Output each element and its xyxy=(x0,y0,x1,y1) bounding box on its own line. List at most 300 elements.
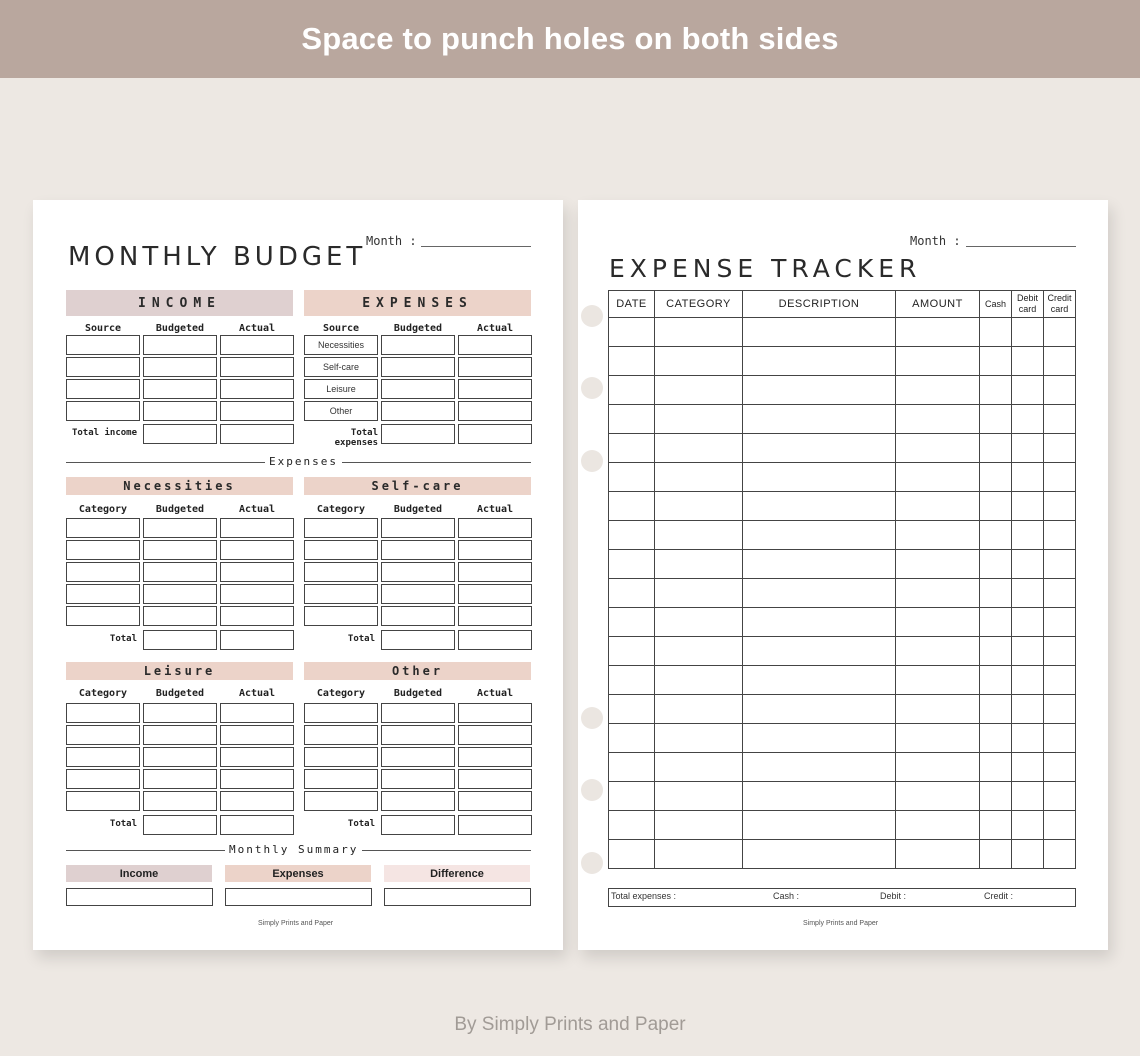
leisure-total-budgeted[interactable] xyxy=(143,815,217,835)
table-cell[interactable] xyxy=(1012,695,1044,724)
table-cell[interactable] xyxy=(1044,492,1076,521)
income-header: INCOME xyxy=(66,290,293,316)
necessities-cell[interactable] xyxy=(220,606,294,626)
leisure-cell[interactable] xyxy=(66,747,140,767)
table-cell[interactable] xyxy=(743,811,896,840)
table-cell[interactable] xyxy=(609,521,655,550)
punch-hole xyxy=(581,377,603,399)
table-cell[interactable] xyxy=(896,811,980,840)
summary-difference-box[interactable] xyxy=(384,888,531,906)
table-cell[interactable] xyxy=(655,405,743,434)
table-cell[interactable] xyxy=(896,840,980,869)
table-cell[interactable] xyxy=(980,637,1012,666)
self-care-cell[interactable] xyxy=(304,518,378,538)
table-cell[interactable] xyxy=(1012,608,1044,637)
summary-expenses-box[interactable] xyxy=(225,888,372,906)
table-cell[interactable] xyxy=(743,521,896,550)
table-row xyxy=(609,405,1076,434)
punch-hole xyxy=(581,450,603,472)
expense-cell[interactable] xyxy=(381,335,455,355)
expenses-divider-label: Expenses xyxy=(265,455,342,468)
table-cell[interactable] xyxy=(896,637,980,666)
table-cell[interactable] xyxy=(655,550,743,579)
table-cell[interactable] xyxy=(1044,376,1076,405)
table-cell[interactable] xyxy=(1044,579,1076,608)
table-cell[interactable] xyxy=(743,579,896,608)
other-cell[interactable] xyxy=(458,747,532,767)
table-cell[interactable] xyxy=(609,637,655,666)
banner xyxy=(0,0,1140,78)
income-cell[interactable] xyxy=(143,379,217,399)
table-cell[interactable] xyxy=(655,579,743,608)
table-cell[interactable] xyxy=(980,579,1012,608)
table-cell[interactable] xyxy=(1044,550,1076,579)
table-cell[interactable] xyxy=(1012,405,1044,434)
table-cell[interactable] xyxy=(743,550,896,579)
table-cell[interactable] xyxy=(655,840,743,869)
summary-income-box[interactable] xyxy=(66,888,213,906)
other-cell[interactable] xyxy=(304,725,378,745)
income-cell[interactable] xyxy=(143,401,217,421)
other-col-actual: Actual xyxy=(476,688,514,699)
table-cell[interactable] xyxy=(896,405,980,434)
table-cell[interactable] xyxy=(655,753,743,782)
income-col-source: Source xyxy=(84,323,122,334)
table-cell[interactable] xyxy=(896,434,980,463)
page-title: EXPENSE TRACKER xyxy=(609,254,922,283)
expense-table xyxy=(608,290,1076,869)
table-cell[interactable] xyxy=(1012,492,1044,521)
necessities-cell[interactable] xyxy=(143,518,217,538)
self-care-col-budgeted: Budgeted xyxy=(393,504,443,515)
income-cell[interactable] xyxy=(143,357,217,377)
other-total-label: Total xyxy=(347,819,375,829)
table-cell[interactable] xyxy=(655,434,743,463)
leisure-cell[interactable] xyxy=(143,725,217,745)
table-cell[interactable] xyxy=(1044,782,1076,811)
self-care-cell[interactable] xyxy=(381,584,455,604)
month-label: Month : xyxy=(910,234,961,248)
punch-hole xyxy=(581,707,603,729)
leisure-total-actual[interactable] xyxy=(220,815,294,835)
table-row xyxy=(609,782,1076,811)
table-cell[interactable] xyxy=(609,811,655,840)
table-cell[interactable] xyxy=(609,463,655,492)
income-cell[interactable] xyxy=(220,401,294,421)
necessities-total-budgeted[interactable] xyxy=(143,630,217,650)
table-cell[interactable] xyxy=(1044,608,1076,637)
table-cell[interactable] xyxy=(980,492,1012,521)
table-cell[interactable] xyxy=(896,463,980,492)
table-cell[interactable] xyxy=(609,695,655,724)
other-cell[interactable] xyxy=(381,747,455,767)
table-cell[interactable] xyxy=(1012,347,1044,376)
total-expenses-actual[interactable] xyxy=(458,424,532,444)
table-cell[interactable] xyxy=(980,608,1012,637)
table-cell[interactable] xyxy=(743,724,896,753)
leisure-cell[interactable] xyxy=(66,791,140,811)
necessities-cell[interactable] xyxy=(66,540,140,560)
table-row xyxy=(609,347,1076,376)
table-row xyxy=(609,695,1076,724)
self-care-cell[interactable] xyxy=(381,606,455,626)
table-row xyxy=(609,840,1076,869)
total-income-actual[interactable] xyxy=(220,424,294,444)
other-cell[interactable] xyxy=(381,725,455,745)
table-cell[interactable] xyxy=(609,753,655,782)
table-cell[interactable] xyxy=(743,347,896,376)
table-cell[interactable] xyxy=(743,318,896,347)
self-care-cell[interactable] xyxy=(458,584,532,604)
other-cell[interactable] xyxy=(458,703,532,723)
income-col-budgeted: Budgeted xyxy=(155,323,205,334)
income-cell[interactable] xyxy=(143,335,217,355)
table-cell[interactable] xyxy=(896,347,980,376)
self-care-cell[interactable] xyxy=(458,518,532,538)
table-cell[interactable] xyxy=(1012,811,1044,840)
summary-difference-header: Difference xyxy=(384,865,530,882)
table-row xyxy=(609,550,1076,579)
table-cell[interactable] xyxy=(980,782,1012,811)
other-cell[interactable] xyxy=(304,791,378,811)
table-cell[interactable] xyxy=(1012,521,1044,550)
table-cell[interactable] xyxy=(743,637,896,666)
table-cell[interactable] xyxy=(655,463,743,492)
table-cell[interactable] xyxy=(1044,724,1076,753)
self-care-col-category: Category xyxy=(316,504,366,515)
other-cell[interactable] xyxy=(458,791,532,811)
totals-row xyxy=(608,888,1076,907)
leisure-cell[interactable] xyxy=(66,725,140,745)
col-cash: Cash xyxy=(980,291,1012,318)
table-cell[interactable] xyxy=(743,840,896,869)
punch-hole xyxy=(581,779,603,801)
table-cell[interactable] xyxy=(743,376,896,405)
table-cell[interactable] xyxy=(609,666,655,695)
col-credit-card: Credit card xyxy=(1044,291,1076,318)
expense-cell[interactable] xyxy=(458,357,532,377)
expense-source-self-care: Self-care xyxy=(304,357,378,377)
table-cell[interactable] xyxy=(743,608,896,637)
table-cell[interactable] xyxy=(1012,724,1044,753)
table-cell[interactable] xyxy=(896,318,980,347)
table-cell[interactable] xyxy=(609,405,655,434)
table-cell[interactable] xyxy=(609,608,655,637)
leisure-col-category: Category xyxy=(78,688,128,699)
necessities-cell[interactable] xyxy=(143,540,217,560)
table-cell[interactable] xyxy=(655,376,743,405)
necessities-cell[interactable] xyxy=(66,518,140,538)
table-cell[interactable] xyxy=(655,666,743,695)
other-header: Other xyxy=(304,662,531,680)
table-cell[interactable] xyxy=(980,463,1012,492)
totals-credit-label: Credit : xyxy=(984,891,1014,901)
table-cell[interactable] xyxy=(1012,753,1044,782)
income-col-actual: Actual xyxy=(238,323,276,334)
necessities-total-label: Total xyxy=(109,634,137,644)
col-date: DATE xyxy=(609,291,655,318)
expense-cell[interactable] xyxy=(458,335,532,355)
table-cell[interactable] xyxy=(1012,782,1044,811)
table-cell[interactable] xyxy=(609,724,655,753)
necessities-cell[interactable] xyxy=(66,562,140,582)
self-care-cell[interactable] xyxy=(381,518,455,538)
leisure-cell[interactable] xyxy=(220,747,294,767)
expense-cell[interactable] xyxy=(381,357,455,377)
table-cell[interactable] xyxy=(1044,840,1076,869)
leisure-col-budgeted: Budgeted xyxy=(155,688,205,699)
other-col-budgeted: Budgeted xyxy=(393,688,443,699)
table-cell[interactable] xyxy=(896,753,980,782)
table-cell[interactable] xyxy=(896,666,980,695)
table-cell[interactable] xyxy=(896,695,980,724)
leisure-cell[interactable] xyxy=(220,725,294,745)
totals-debit-label: Debit : xyxy=(880,891,907,901)
other-cell[interactable] xyxy=(381,791,455,811)
table-cell[interactable] xyxy=(980,724,1012,753)
leisure-cell[interactable] xyxy=(220,703,294,723)
table-cell[interactable] xyxy=(655,608,743,637)
page-credit: Simply Prints and Paper xyxy=(258,920,334,927)
other-total-budgeted[interactable] xyxy=(381,815,455,835)
table-cell[interactable] xyxy=(980,521,1012,550)
income-cell[interactable] xyxy=(220,379,294,399)
necessities-cell[interactable] xyxy=(143,562,217,582)
table-cell[interactable] xyxy=(980,840,1012,869)
table-cell[interactable] xyxy=(980,695,1012,724)
income-cell[interactable] xyxy=(220,357,294,377)
table-cell[interactable] xyxy=(743,434,896,463)
table-cell[interactable] xyxy=(896,724,980,753)
expense-source-other: Other xyxy=(304,401,378,421)
expense-source-necessities: Necessities xyxy=(304,335,378,355)
expense-cell[interactable] xyxy=(381,379,455,399)
other-cell[interactable] xyxy=(381,703,455,723)
table-cell[interactable] xyxy=(655,521,743,550)
table-cell[interactable] xyxy=(1012,666,1044,695)
table-cell[interactable] xyxy=(980,434,1012,463)
month-line[interactable] xyxy=(421,246,531,247)
self-care-cell[interactable] xyxy=(458,562,532,582)
table-cell[interactable] xyxy=(980,318,1012,347)
table-cell[interactable] xyxy=(1012,550,1044,579)
table-cell[interactable] xyxy=(980,753,1012,782)
necessities-col-actual: Actual xyxy=(238,504,276,515)
table-cell[interactable] xyxy=(609,376,655,405)
expense-cell[interactable] xyxy=(458,401,532,421)
income-cell[interactable] xyxy=(66,379,140,399)
footer-credit: By Simply Prints and Paper xyxy=(454,1014,686,1035)
other-cell[interactable] xyxy=(458,725,532,745)
table-cell[interactable] xyxy=(1044,318,1076,347)
leisure-cell[interactable] xyxy=(66,703,140,723)
expense-cell[interactable] xyxy=(381,401,455,421)
table-cell[interactable] xyxy=(1044,666,1076,695)
table-cell[interactable] xyxy=(1012,376,1044,405)
table-cell[interactable] xyxy=(655,782,743,811)
income-cell[interactable] xyxy=(66,357,140,377)
table-cell[interactable] xyxy=(1044,753,1076,782)
expense-table-body xyxy=(609,318,1076,869)
leisure-cell[interactable] xyxy=(143,747,217,767)
self-care-cell[interactable] xyxy=(381,562,455,582)
expenses-col-source: Source xyxy=(322,323,360,334)
totals-cash-label: Cash : xyxy=(773,891,800,901)
total-expenses-budgeted[interactable] xyxy=(381,424,455,444)
table-cell[interactable] xyxy=(896,608,980,637)
leisure-cell[interactable] xyxy=(143,791,217,811)
table-cell[interactable] xyxy=(1044,347,1076,376)
summary-divider-label: Monthly Summary xyxy=(225,843,362,856)
month-label: Month : xyxy=(366,234,417,248)
table-cell[interactable] xyxy=(1012,318,1044,347)
self-care-cell[interactable] xyxy=(304,584,378,604)
table-cell[interactable] xyxy=(1012,434,1044,463)
self-care-cell[interactable] xyxy=(304,606,378,626)
table-cell[interactable] xyxy=(743,753,896,782)
self-care-total-budgeted[interactable] xyxy=(381,630,455,650)
table-cell[interactable] xyxy=(1044,521,1076,550)
expense-source-leisure: Leisure xyxy=(304,379,378,399)
expense-tracker-page xyxy=(578,200,1108,950)
other-cell[interactable] xyxy=(304,747,378,767)
col-debit-card: Debit card xyxy=(1012,291,1044,318)
table-row xyxy=(609,318,1076,347)
table-cell[interactable] xyxy=(655,637,743,666)
table-cell[interactable] xyxy=(743,405,896,434)
table-cell[interactable] xyxy=(655,811,743,840)
table-cell[interactable] xyxy=(1012,463,1044,492)
necessities-col-budgeted: Budgeted xyxy=(155,504,205,515)
necessities-header: Necessities xyxy=(66,477,293,495)
self-care-cell[interactable] xyxy=(458,540,532,560)
table-cell[interactable] xyxy=(609,782,655,811)
table-cell[interactable] xyxy=(980,405,1012,434)
summary-expenses-header: Expenses xyxy=(225,865,371,882)
leisure-cell[interactable] xyxy=(143,769,217,789)
other-cell[interactable] xyxy=(304,769,378,789)
table-cell[interactable] xyxy=(980,666,1012,695)
income-cell[interactable] xyxy=(66,401,140,421)
table-cell[interactable] xyxy=(655,695,743,724)
other-cell[interactable] xyxy=(458,769,532,789)
table-cell[interactable] xyxy=(609,550,655,579)
table-cell[interactable] xyxy=(743,695,896,724)
other-cell[interactable] xyxy=(381,769,455,789)
table-cell[interactable] xyxy=(609,318,655,347)
expense-cell[interactable] xyxy=(458,379,532,399)
table-cell[interactable] xyxy=(896,550,980,579)
table-cell[interactable] xyxy=(1044,434,1076,463)
self-care-cell[interactable] xyxy=(304,540,378,560)
self-care-cell[interactable] xyxy=(458,606,532,626)
table-cell[interactable] xyxy=(655,347,743,376)
table-cell[interactable] xyxy=(980,550,1012,579)
table-cell[interactable] xyxy=(1044,811,1076,840)
col-amount: AMOUNT xyxy=(896,291,980,318)
table-row xyxy=(609,666,1076,695)
table-cell[interactable] xyxy=(980,376,1012,405)
leisure-cell[interactable] xyxy=(66,769,140,789)
table-cell[interactable] xyxy=(609,840,655,869)
table-cell[interactable] xyxy=(1044,463,1076,492)
expenses-col-actual: Actual xyxy=(476,323,514,334)
necessities-cell[interactable] xyxy=(143,606,217,626)
table-header-row xyxy=(609,291,1076,318)
table-cell[interactable] xyxy=(1044,637,1076,666)
table-row xyxy=(609,376,1076,405)
table-cell[interactable] xyxy=(1044,405,1076,434)
table-cell[interactable] xyxy=(655,492,743,521)
expenses-col-budgeted: Budgeted xyxy=(393,323,443,334)
other-col-category: Category xyxy=(316,688,366,699)
necessities-cell[interactable] xyxy=(220,584,294,604)
necessities-cell[interactable] xyxy=(143,584,217,604)
leisure-cell[interactable] xyxy=(220,791,294,811)
table-row xyxy=(609,492,1076,521)
table-cell[interactable] xyxy=(896,782,980,811)
leisure-cell[interactable] xyxy=(143,703,217,723)
total-income-budgeted[interactable] xyxy=(143,424,217,444)
table-cell[interactable] xyxy=(1012,637,1044,666)
table-cell[interactable] xyxy=(609,434,655,463)
table-cell[interactable] xyxy=(896,492,980,521)
table-cell[interactable] xyxy=(743,666,896,695)
table-cell[interactable] xyxy=(896,579,980,608)
necessities-cell[interactable] xyxy=(220,562,294,582)
table-cell[interactable] xyxy=(655,724,743,753)
necessities-cell[interactable] xyxy=(66,584,140,604)
table-row xyxy=(609,521,1076,550)
income-cell[interactable] xyxy=(220,335,294,355)
table-cell[interactable] xyxy=(743,492,896,521)
self-care-total-label: Total xyxy=(347,634,375,644)
table-cell[interactable] xyxy=(1012,840,1044,869)
table-cell[interactable] xyxy=(1044,695,1076,724)
page-title: MONTHLY BUDGET xyxy=(68,242,367,272)
table-row xyxy=(609,637,1076,666)
table-cell[interactable] xyxy=(896,521,980,550)
table-cell[interactable] xyxy=(655,318,743,347)
table-cell[interactable] xyxy=(980,811,1012,840)
month-line[interactable] xyxy=(966,246,1076,247)
table-cell[interactable] xyxy=(1012,579,1044,608)
leisure-cell[interactable] xyxy=(220,769,294,789)
self-care-total-actual[interactable] xyxy=(458,630,532,650)
necessities-cell[interactable] xyxy=(220,518,294,538)
table-cell[interactable] xyxy=(896,376,980,405)
col-category: CATEGORY xyxy=(655,291,743,318)
other-total-actual[interactable] xyxy=(458,815,532,835)
leisure-total-label: Total xyxy=(109,819,137,829)
necessities-cell[interactable] xyxy=(66,606,140,626)
table-cell[interactable] xyxy=(743,782,896,811)
table-cell[interactable] xyxy=(609,579,655,608)
table-cell[interactable] xyxy=(609,492,655,521)
necessities-cell[interactable] xyxy=(220,540,294,560)
punch-hole xyxy=(581,305,603,327)
totals-total-label: Total expenses : xyxy=(611,891,677,901)
table-cell[interactable] xyxy=(743,463,896,492)
necessities-total-actual[interactable] xyxy=(220,630,294,650)
self-care-cell[interactable] xyxy=(304,562,378,582)
summary-income-header: Income xyxy=(66,865,212,882)
other-cell[interactable] xyxy=(304,703,378,723)
table-cell[interactable] xyxy=(980,347,1012,376)
income-cell[interactable] xyxy=(66,335,140,355)
self-care-cell[interactable] xyxy=(381,540,455,560)
table-cell[interactable] xyxy=(609,347,655,376)
